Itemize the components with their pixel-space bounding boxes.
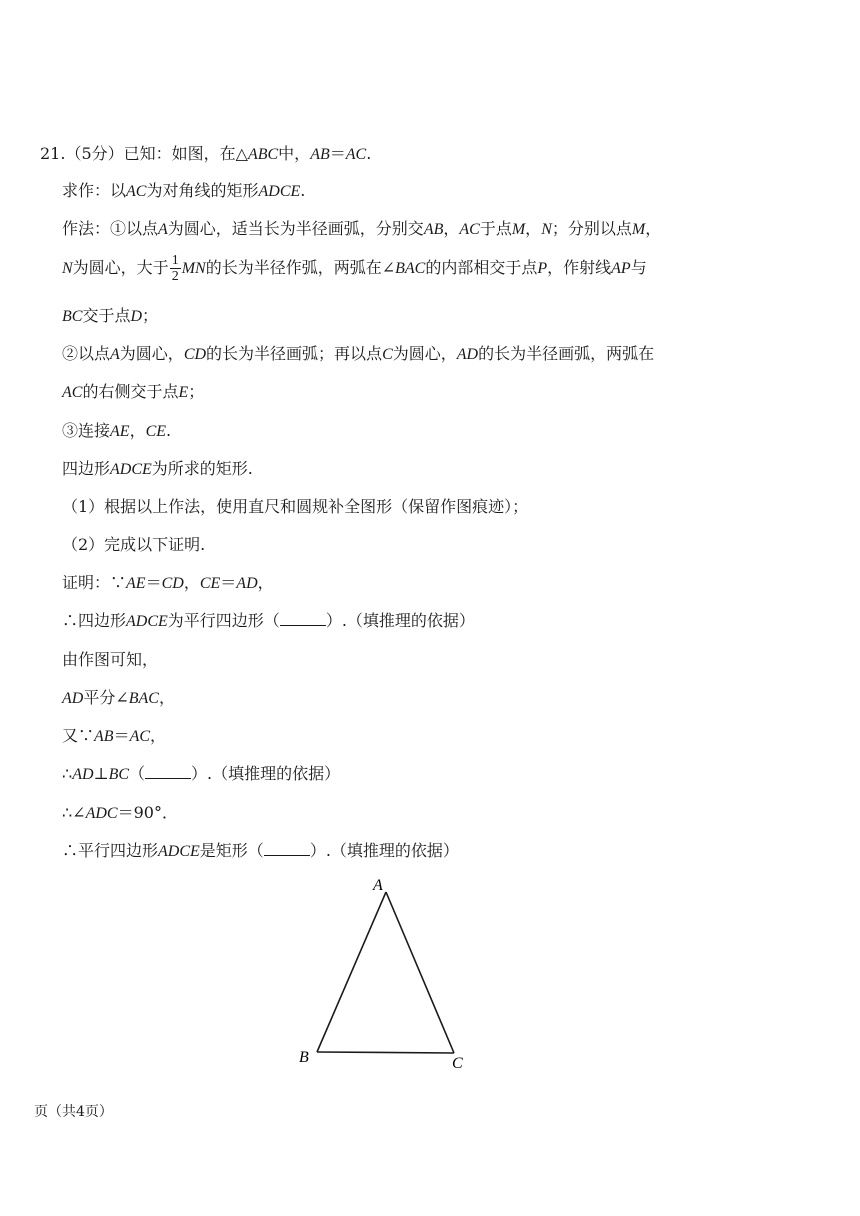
- method-step-1-line-3: BC交于点D；: [62, 306, 159, 325]
- proof-line-5: 又∵AB＝AC，: [62, 726, 167, 745]
- answer-blank-2[interactable]: [145, 764, 191, 779]
- proof-line-6: ∴AD⊥BC（ ）.（填推理的依据）: [62, 764, 341, 783]
- question-number: 21.: [40, 144, 66, 163]
- proof-line-8: ∴平行四边形ADCE是矩形（ ）.（填推理的依据）: [62, 841, 459, 860]
- part-2: （2）完成以下证明.: [62, 535, 206, 554]
- proof-line-4: AD平分∠BAC，: [62, 688, 175, 707]
- construction-conclusion: 四边形ADCE为所求的矩形.: [62, 459, 253, 478]
- page-footer: 页（共4页）: [34, 1104, 113, 1120]
- fraction-one-half: $\frac{1}{2}$: [171, 253, 179, 284]
- answer-blank-3[interactable]: [264, 841, 310, 856]
- proof-line-7: ∴∠ADC＝90°．: [62, 803, 178, 822]
- vertex-label-b: B: [299, 1049, 309, 1066]
- side-ac: [386, 892, 454, 1053]
- method-step-2-line-2: AC的右侧交于点E；: [62, 382, 205, 401]
- method-step-1-line-2: N为圆心，大于 $\frac{1}{2}$ MN的长为半径作弧，两弧在∠BAC的内部相交于点P，作射线AP与: [62, 253, 647, 284]
- question-points: （5分）: [65, 144, 124, 163]
- question-header: 21.（5分）已知：如图，在△ABC中，AB＝AC.: [40, 144, 372, 163]
- proof-line-2: ∴四边形ADCE为平行四边形（ ）.（填推理的依据）: [62, 611, 475, 630]
- side-ab: [317, 892, 386, 1052]
- method-step-1-line-1: 作法：①以点A为圆心，适当长为半径画弧，分别交AB，AC于点M，N；分别以点M，: [62, 219, 662, 238]
- method-step-2-line-1: ②以点A为圆心，CD的长为半径画弧；再以点C为圆心，AD的长为半径画弧，两弧在: [62, 344, 655, 363]
- proof-line-3: 由作图可知，: [62, 650, 159, 669]
- proof-line-1: 证明：∵AE＝CD，CE＝AD，: [62, 573, 274, 592]
- side-bc: [317, 1052, 454, 1053]
- task-statement: 求作：以AC为对角线的矩形ADCE.: [62, 181, 306, 200]
- vertex-label-c: C: [452, 1055, 463, 1072]
- part-1: （1）根据以上作法，使用直尺和圆规补全图形（保留作图痕迹）；: [62, 497, 529, 516]
- vertex-label-a: A: [373, 877, 383, 894]
- method-step-3: ③连接AE，CE.: [62, 421, 172, 440]
- answer-blank-1[interactable]: [280, 611, 326, 626]
- triangle-abc-figure: [290, 872, 490, 1077]
